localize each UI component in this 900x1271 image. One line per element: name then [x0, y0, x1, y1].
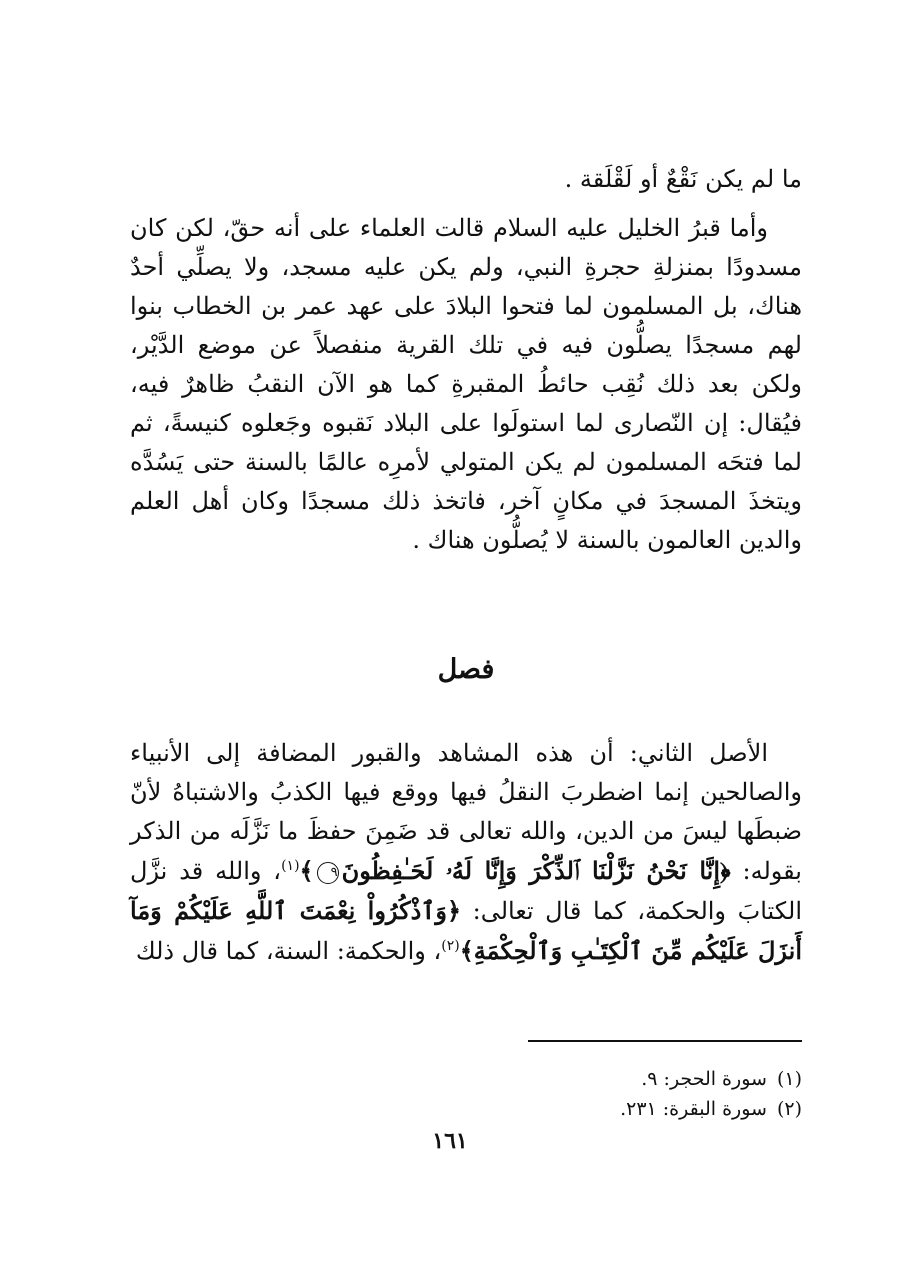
paragraph-3: [130, 734, 802, 971]
footnote-2: [130, 1094, 802, 1124]
footnote-2-mark: (٢): [776, 1098, 802, 1120]
section-heading: فصل: [437, 654, 495, 685]
quran-verse-1: ﴿إِنَّا نَحْنُ نَزَّلْنَا ٱلذِّكْرَ وَإِنَّا لَهُۥ لَحَـٰفِظُونَ: [341, 856, 731, 885]
paragraph-3-part-1: الأصل الثاني: أن هذه المشاهد والقبور المضافة إلى الأنبياء والصالحين إنما اضطربَ النقلُ فيها ووقع فيها الكذبُ والاشتباهُ لأنّ ضبطَها ليسَ من الدين، والله تعالى قد ضَمِنَ حفظَ ما نَزَّلَه من الذكر بقوله:: [130, 739, 802, 885]
paragraph-3-part-3: ، والحكمة: السنة، كما قال ذلك: [135, 937, 442, 965]
footnote-ref-1: (١): [281, 858, 300, 874]
footnote-2-text: سورة البقرة: ٢٣١.: [620, 1098, 767, 1120]
footnote-1-text: سورة الحجر: ٩.: [641, 1068, 767, 1090]
paragraph-1: ما لم يكن نَقْعٌ أو لَقْلَقة .: [564, 165, 802, 193]
lower-text-block: [130, 734, 802, 971]
upper-text-block: [130, 160, 802, 560]
paragraph-2: وأما قبرُ الخليل عليه السلام قالت العلماء على أنه حقّ، لكن كان مسدودًا بمنزلةِ حجرةِ النبي، ولم يكن عليه مسجد، ولا يصلِّي أحدٌ هناك، بل المسلمون لما فتحوا البلادَ على عهد عمر بن الخطاب بنوا لهم مسجدًا يصلُّون فيه في تلك القرية منفصلاً عن موضع الدَّيْر، ولكن بعد ذلك نُقِب حائطُ المقبرةِ كما هو الآن النقبُ ظاهرٌ فيه، فيُقال: إن النّصارى لما استولَوا على البلاد نَقبوه وجَعلوه كنيسةً، ثم لما فتحَه المسلمون لم يكن المتولي لأمرِه عالمًا بالسنة حتى يَسُدَّه ويتخذَ المسجدَ في مكانٍ آخر، فاتخذ ذلك مسجدًا وكان أهل العلم والدين العالمون بالسنة لا يُصلُّون هناك .: [130, 214, 802, 554]
page-number: ١٦١: [432, 1128, 468, 1154]
paragraph-3-part-2: ، والله قد نزَّل الكتابَ والحكمة، كما قال تعالى:: [130, 857, 802, 925]
footnote-1: [130, 1064, 802, 1094]
quran-verse-2: ﴿وَٱذْكُرُواْ نِعْمَتَ ٱللَّهِ عَلَيْكُمْ وَمَآ أَنزَلَ عَلَيْكُم مِّنَ ٱلْكِتَـٰبِ وَٱلْحِكْمَةِ﴾: [130, 896, 802, 965]
ayah-number-marker: ٩: [317, 862, 339, 884]
footnote-1-mark: (١): [776, 1068, 802, 1090]
footnotes: [130, 1064, 802, 1124]
footnote-ref-2: (٢): [441, 938, 460, 954]
quran-verse-1-close: ﴾: [299, 856, 314, 885]
footnote-separator: [528, 1040, 802, 1042]
